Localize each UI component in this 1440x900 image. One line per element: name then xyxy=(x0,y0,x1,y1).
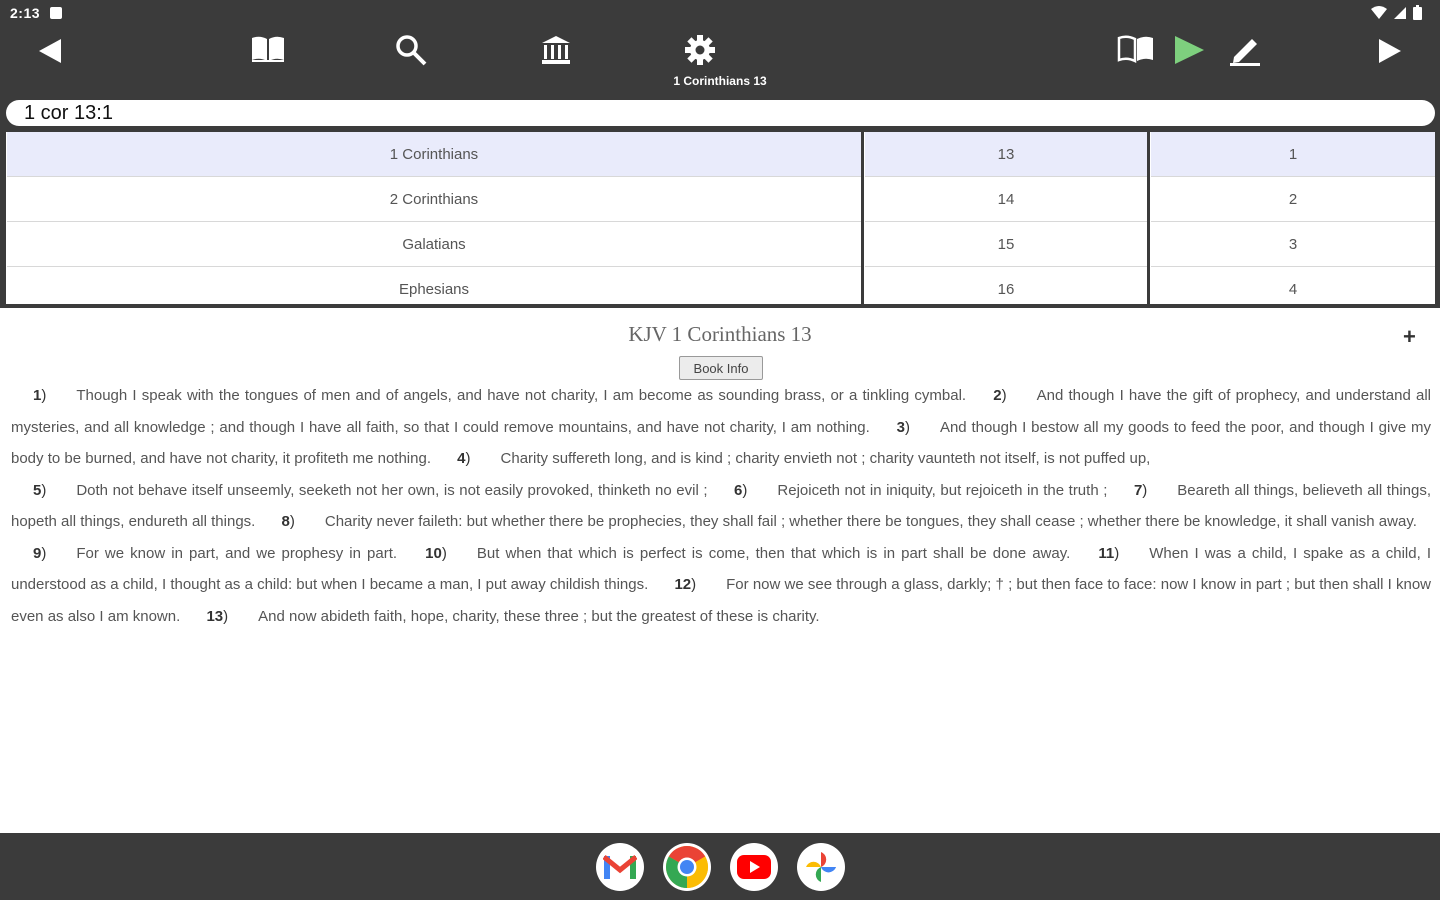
verse-number[interactable] xyxy=(260,513,325,530)
chrome-app[interactable] xyxy=(663,843,711,891)
verse-option[interactable]: 4 xyxy=(1151,267,1435,304)
back-arrow-icon xyxy=(36,37,64,65)
verse-number[interactable] xyxy=(11,545,76,562)
gear-icon xyxy=(684,34,716,66)
verse-text: Though I speak with the tongues of men and of angels, and have not charity, I am become as sounding brass, or a tinkling cymbal. xyxy=(76,387,967,404)
verse-number[interactable] xyxy=(1076,545,1149,562)
settings-button[interactable] xyxy=(680,30,720,70)
book-option[interactable]: 1 Corinthians xyxy=(7,132,861,177)
add-button[interactable]: + xyxy=(1403,324,1416,349)
verse-number-value: 6 xyxy=(734,481,743,499)
gmail-icon xyxy=(603,854,637,880)
verse-number-value: 7 xyxy=(1133,481,1143,499)
verse-number[interactable] xyxy=(11,482,76,499)
chapter-text xyxy=(11,380,1431,632)
bible-book-button[interactable] xyxy=(246,31,290,67)
verse-number[interactable] xyxy=(11,387,76,404)
wifi-icon xyxy=(1371,6,1387,20)
status-time: 2:13 xyxy=(10,5,41,21)
search-icon xyxy=(395,34,427,66)
verse-text: And though I have the gift of prophecy, and understand all mysteries, and all knowledge ; and though I have all faith, so that I could remove mountains, and have not charity, I am nothing. xyxy=(11,387,1431,436)
parallel-book-icon xyxy=(1117,35,1155,63)
edit-note-button[interactable] xyxy=(1224,30,1266,70)
verse-number-value: 8 xyxy=(281,513,290,530)
current-chapter-label: 1 Corinthians 13 xyxy=(673,74,767,88)
verse-number-value: 2 xyxy=(993,387,1002,404)
verse-text: Charity never faileth: but whether there be prophecies, they shall fail ; whether there be tongues, they shall cease ; whether there be knowledge, it shall vanish away. xyxy=(324,513,1417,530)
verse-text: Beareth all things, believeth all things, hopeth all things, endureth all things. xyxy=(11,481,1431,530)
verse-text: For we know in part, and we prophesy in part. xyxy=(76,544,398,562)
verse-number[interactable] xyxy=(403,545,477,562)
signal-icon xyxy=(1393,6,1407,20)
taskbar-dock xyxy=(0,833,1440,900)
youtube-app[interactable] xyxy=(730,843,778,891)
book-option[interactable]: 2 Corinthians xyxy=(7,177,861,222)
verse-text: Doth not behave itself unseemly, seeketh not her own, is not easily provoked, thinketh no evil ; xyxy=(76,481,708,499)
previous-chapter-button[interactable] xyxy=(30,33,70,69)
book-option[interactable]: Ephesians xyxy=(7,267,861,304)
verse-number-paren: ) xyxy=(41,481,47,499)
pencil-icon xyxy=(1228,34,1262,66)
battery-icon xyxy=(1413,5,1422,20)
verse-number-value: 10 xyxy=(425,544,442,562)
verse-text: Charity suffereth long, and is kind ; charity envieth not ; charity vaunteth not itself, is not puffed up, xyxy=(500,450,1151,467)
verse-number[interactable] xyxy=(652,576,726,593)
library-button[interactable] xyxy=(535,30,577,70)
verse-number-paren: ) xyxy=(465,450,471,467)
verse-number-value: 4 xyxy=(457,450,466,467)
reference-search-input[interactable] xyxy=(6,100,1435,126)
verse-number-value: 1 xyxy=(33,387,42,404)
status-icons xyxy=(1371,5,1422,20)
verse-number-paren: ) xyxy=(1114,544,1120,562)
verse-text: But when that which is perfect is come, then that which is in part shall be done away. xyxy=(476,544,1071,562)
verse-number-paren: ) xyxy=(1142,481,1148,499)
chrome-icon xyxy=(665,845,709,889)
chapter-heading: KJV 1 Corinthians 13 xyxy=(628,322,812,346)
verse-number-paren: ) xyxy=(41,544,47,562)
top-app-bar xyxy=(0,0,1440,97)
verse-number-value: 5 xyxy=(33,481,42,499)
verse-text: For now we see through a glass, darkly; † ; but then face to face: now I know in part ; but then shall I know even as also I am known. xyxy=(11,576,1431,625)
verse-number-value: 9 xyxy=(33,544,42,562)
chapter-option[interactable]: 13 xyxy=(865,132,1147,177)
verse-picker-column[interactable] xyxy=(1150,132,1435,304)
play-icon xyxy=(1173,35,1205,65)
verse-number-paren: ) xyxy=(742,481,748,499)
verse-option[interactable]: 2 xyxy=(1151,177,1435,222)
parallel-view-button[interactable] xyxy=(1114,31,1158,67)
photos-app[interactable] xyxy=(797,843,845,891)
notification-icon xyxy=(50,7,62,19)
verse-number-paren: ) xyxy=(904,418,910,436)
book-picker-column[interactable] xyxy=(6,132,861,304)
gmail-app[interactable] xyxy=(596,843,644,891)
youtube-icon xyxy=(737,854,771,880)
verse-number-value: 12 xyxy=(674,576,692,593)
book-option[interactable]: Galatians xyxy=(7,222,861,267)
verse-number[interactable] xyxy=(712,482,777,499)
verse-number-paren: ) xyxy=(441,544,447,562)
verse-number-paren: ) xyxy=(1001,387,1007,404)
chapter-option[interactable]: 14 xyxy=(865,177,1147,222)
verse-text: And now abideth faith, hope, charity, these three ; but the greatest of these is charity. xyxy=(258,607,820,625)
verse-text: And though I bestow all my goods to feed the poor, and though I give my body to be burned, and have not charity, it profiteth me nothing. xyxy=(11,418,1432,467)
verse-text: Rejoiceth not in iniquity, but rejoiceth in the truth ; xyxy=(777,481,1108,499)
verse-number[interactable] xyxy=(435,450,500,467)
verse-number-value: 13 xyxy=(206,607,224,625)
chapter-option[interactable]: 16 xyxy=(865,267,1147,304)
verse-number[interactable] xyxy=(875,419,940,436)
verse-number[interactable] xyxy=(1112,482,1177,499)
verse-text: When I was a child, I spake as a child, I understood as a child, I thought as a child: but when I became a man, I put away childish things. xyxy=(11,544,1432,593)
verse-option[interactable]: 3 xyxy=(1151,222,1435,267)
verse-option[interactable]: 1 xyxy=(1151,132,1435,177)
next-chapter-button[interactable] xyxy=(1370,33,1410,69)
verse-number-paren: ) xyxy=(289,513,295,530)
open-book-icon xyxy=(250,35,286,63)
play-audio-button[interactable] xyxy=(1168,30,1210,70)
reference-picker xyxy=(0,132,1440,308)
verse-number-paren: ) xyxy=(223,607,229,625)
verse-number-paren: ) xyxy=(41,387,47,404)
verse-number-value: 3 xyxy=(896,418,905,436)
book-info-button[interactable]: Book Info xyxy=(679,356,763,380)
chapter-option[interactable]: 15 xyxy=(865,222,1147,267)
status-bar xyxy=(0,0,1440,26)
chapter-picker-column[interactable] xyxy=(864,132,1147,304)
verse-number-value: 11 xyxy=(1098,544,1115,562)
search-bar xyxy=(0,97,1440,132)
search-button[interactable] xyxy=(390,30,432,70)
photos-icon xyxy=(804,850,838,884)
library-icon xyxy=(540,34,572,66)
verse-number[interactable] xyxy=(184,608,258,625)
forward-arrow-icon xyxy=(1376,37,1404,65)
verse-number-paren: ) xyxy=(691,576,697,593)
verse-number[interactable] xyxy=(971,387,1036,404)
